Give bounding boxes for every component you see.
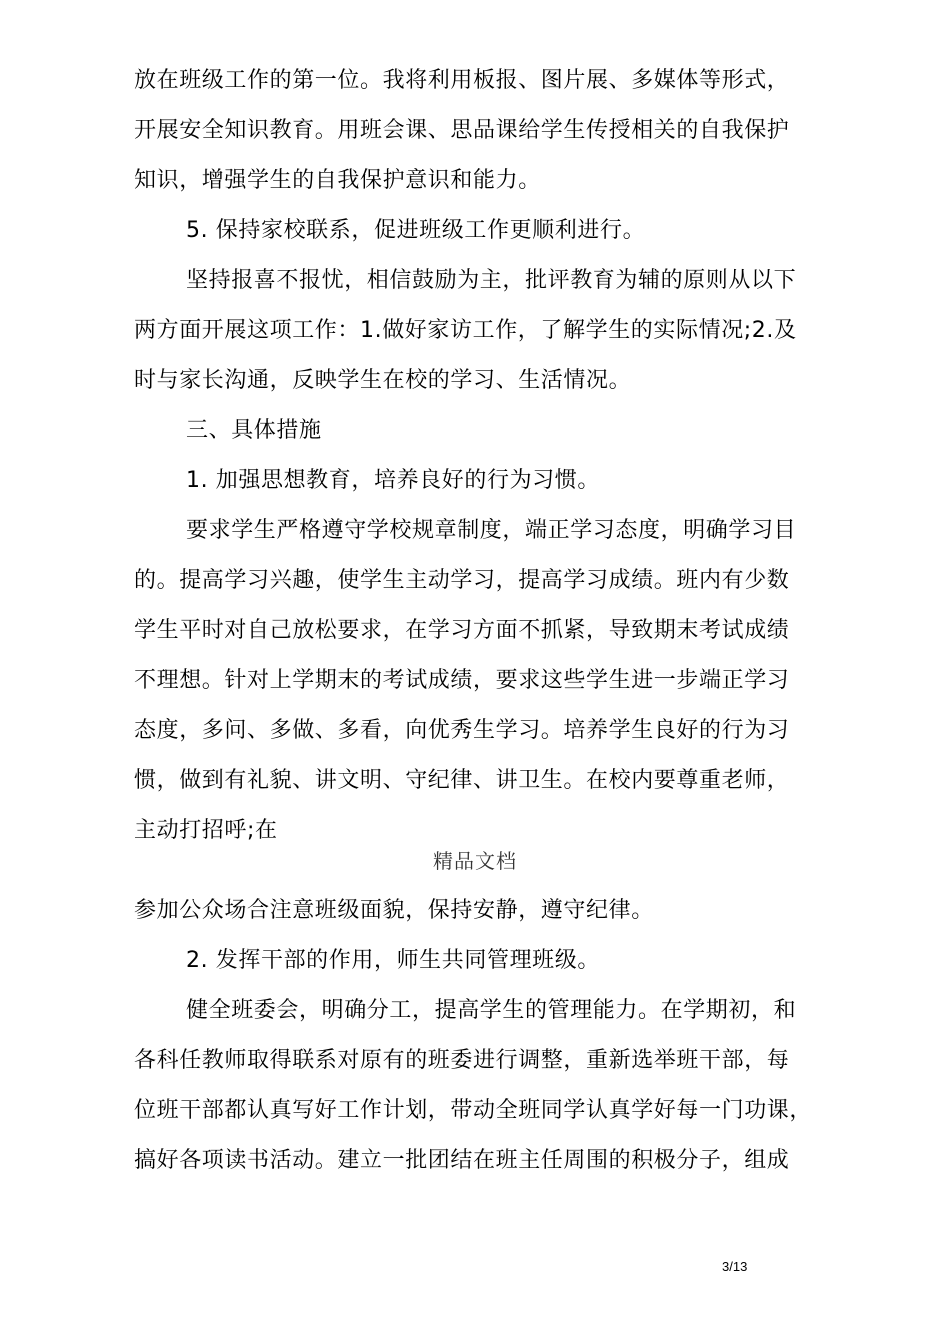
paragraph-line: 搞好各项读书活动。建立一批团结在班主任周围的积极分子，组成: [134, 1148, 790, 1173]
paragraph-line: 知识，增强学生的自我保护意识和能力。: [134, 168, 541, 193]
section-heading: 5. 保持家校联系，促进班级工作更顺利进行。: [186, 218, 646, 243]
section-heading: 2. 发挥干部的作用，师生共同管理班级。: [186, 948, 600, 973]
paragraph-line: 惯，做到有礼貌、讲文明、守纪律、讲卫生。在校内要尊重老师，: [134, 768, 790, 793]
paragraph-line: 坚持报喜不报忧，相信鼓励为主，批评教育为辅的原则从以下: [186, 268, 797, 293]
paragraph-line: 位班干部都认真写好工作计划，带动全班同学认真学好每一门功课，: [134, 1098, 813, 1123]
paragraph-line: 要求学生严格遵守学校规章制度，端正学习态度，明确学习目: [186, 518, 797, 543]
paragraph-line: 两方面开展这项工作：1.做好家访工作，了解学生的实际情况;2.及: [134, 318, 797, 343]
paragraph-line: 不理想。针对上学期末的考试成绩，要求这些学生进一步端正学习: [134, 668, 790, 693]
page-number: 3/13: [722, 1259, 748, 1274]
paragraph-line: 态度，多问、多做、多看，向优秀生学习。培养学生良好的行为习: [134, 718, 790, 743]
section-heading: 1. 加强思想教育，培养良好的行为习惯。: [186, 468, 600, 493]
paragraph-line: 放在班级工作的第一位。我将利用板报、图片展、多媒体等形式，: [134, 68, 790, 93]
paragraph-line: 的。提高学习兴趣，使学生主动学习，提高学习成绩。班内有少数: [134, 568, 790, 593]
watermark-text: 精品文档: [433, 849, 517, 873]
paragraph-line: 时与家长沟通，反映学生在校的学习、生活情况。: [134, 368, 632, 393]
paragraph-line: 主动打招呼;在: [134, 818, 278, 843]
paragraph-line: 各科任教师取得联系对原有的班委进行调整，重新选举班干部，每: [134, 1048, 790, 1073]
paragraph-line: 学生平时对自己放松要求，在学习方面不抓紧，导致期末考试成绩: [134, 618, 790, 643]
section-heading: 三、具体措施: [186, 418, 322, 443]
paragraph-line: 参加公众场合注意班级面貌，保持安静，遵守纪律。: [134, 898, 654, 923]
paragraph-line: 开展安全知识教育。用班会课、思品课给学生传授相关的自我保护: [134, 118, 790, 143]
paragraph-line: 健全班委会，明确分工，提高学生的管理能力。在学期初，和: [186, 998, 797, 1023]
